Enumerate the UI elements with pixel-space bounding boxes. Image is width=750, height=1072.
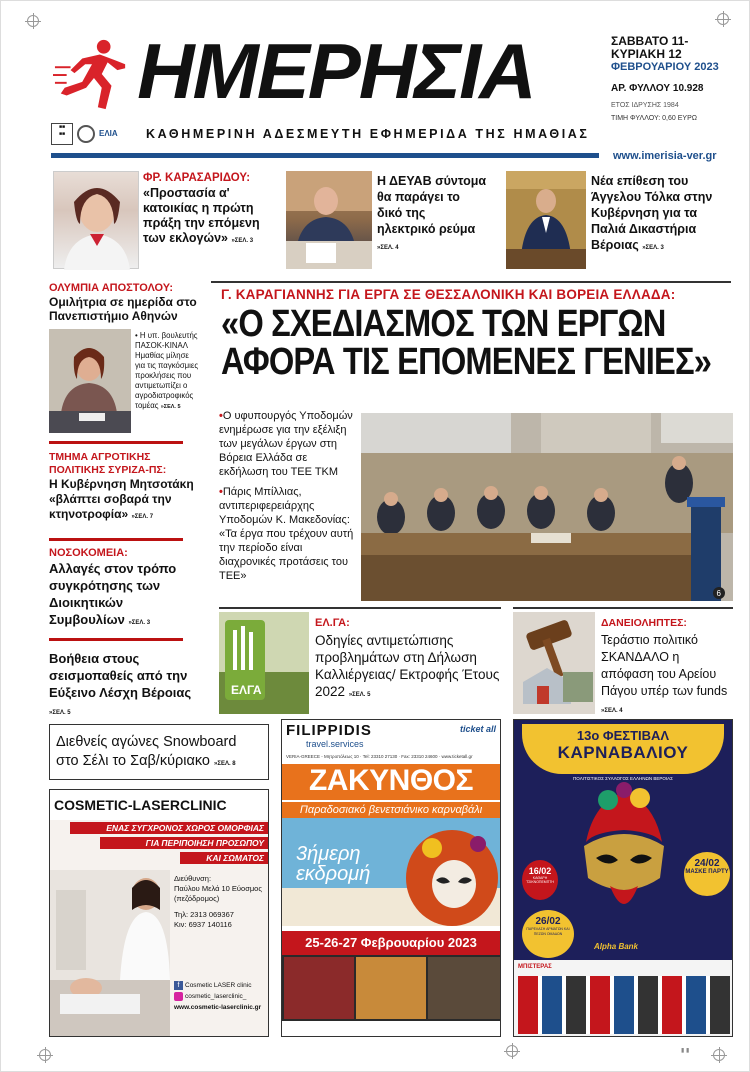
story-kicker: ΔΑΝΕΙΟΛΗΠΤΕΣ: [601,617,687,629]
mid-rule [219,607,501,609]
date-line: ΚΥΡΙΑΚΗ 12 [611,47,682,61]
ad-address: VERIA-GREECE - Μητροπόλεως 10 · Tel: 23310 27130 · Fax: 23310 24600 · www.ticketall.gr [286,754,473,759]
issue-number: ΑΡ. ΦΥΛΛΟΥ 10.928 [611,83,704,94]
ad-header [282,720,500,754]
ad-title: ΚΑΡΝΑΒΑΛΙΟΥ [557,743,689,762]
ad-subtitle: ΠΟΛΙΤΙΣΤΙΚΟΣ ΣΥΛΛΟΓΟΣ ΕΛΛΗΝΩΝ ΒΕΡΟΙΑΣ [573,776,673,781]
ticket-logo: ticket all [459,724,496,734]
page-ref: »ΣΕΛ. 8 [214,761,236,767]
left-story-1[interactable] [49,281,199,323]
ad-carnival[interactable] [513,719,733,1037]
photo-tolkas [506,171,586,269]
ad-brand: FILIPPIDIS [286,722,372,739]
tel: Τηλ: 2313 069367 [174,910,234,919]
photo-gavel [513,612,595,714]
section-divider [49,638,183,641]
page-marker: 6 [716,589,721,598]
ad-dates: 25-26-27 Φεβρουαρίου 2023 [282,931,500,955]
photo-karasaridou [53,171,139,269]
founded-year: ΕΤΟΣ ΙΔΡΥΣΗΣ 1984 [611,102,679,109]
sponsor-logos [518,976,730,1034]
mid-rule [513,607,733,609]
ig: cosmetic_laserclinic_ [185,993,247,1000]
crop-mark-icon [27,15,39,27]
story-headline: «Προστασία α' κατοικίας η πρώτη πράξη την επόμενη των εκλογών» [143,186,260,245]
top-story-1[interactable] [143,171,271,249]
addr-label: Διεύθυνση: [174,874,212,883]
page-ref: »ΣΕΛ. 5 [49,710,71,716]
ad-line: ΓΙΑ ΠΕΡΙΠΟΙΗΣΗ ΠΡΟΣΩΠΟΥ [100,837,268,849]
story-headline: Η Κυβέρνηση Μητσοτάκη «βλάπτει σοβαρά την κτηνοτροφία» [49,477,194,521]
event-bubble [522,860,558,900]
story-kicker: ΦΡ. ΚΑΡΑΣΑΡΙΔΟΥ: [143,172,251,184]
ad-destination: ΖΑΚΥΝΘΟΣ [282,764,500,800]
tagline: ΚΑΘΗΜΕΡΙΝΗ ΑΔΕΣΜΕΥΤΗ ΕΦΗΜΕΡΙΔΑ ΤΗΣ ΗΜΑΘΙΑΣ [146,127,590,141]
main-headline[interactable] [221,305,737,381]
crop-mark-icon [39,1049,51,1061]
sponsor-name: ΜΠΙΣΤΕΡΑΣ [518,964,552,970]
date-line: ΣΑΒΒΑΤΟ 11- [611,34,689,48]
section-divider [49,441,183,444]
photo-deyav [286,171,372,269]
sponsor-grid [514,960,733,1037]
fb: Cosmetic LASER clinic [185,982,252,989]
web[interactable]: www.cosmetic-laserclinic.gr [174,1004,262,1011]
crop-mark-icon [717,13,729,25]
mobile: Κιν: 6937 140116 [174,920,232,929]
mid-story-elga[interactable] [315,615,501,704]
photo-apostolou [49,329,131,433]
story-kicker: ΤΜΗΜΑ ΑΓΡΟΤΙΚΗΣ ΠΟΛΙΤΙΚΗΣ ΣΥΡΙΖΑ-ΠΣ: [49,451,167,476]
carnival-mask-icon [554,782,694,932]
left-story-3[interactable] [49,546,199,632]
bullet-text: Ο υφυπουργός Υποδομών ενημέρωσε για την εξέλιξη των μεγάλων έργων στη Βόρεια Ελλάδα σε εκδήλωση του ΤΕΕ ΤΚΜ [219,410,353,478]
story-headline: Οδηγίες αντιμετώπισης προβλημάτων στη Δήλωση Καλλιέργειας/ Εκτροφής Έτους 2022 [315,633,500,699]
sponsor-logo: Alpha Bank [594,942,639,951]
ad-title-small: 13ο ΦΕΣΤΙΒΑΛ [576,728,670,743]
ad-filippidis[interactable] [281,719,501,1037]
story-headline: Αλλαγές στον τρόπο συγκρότησης των Διοικητικών Συμβουλίων [49,561,177,627]
addr: Παύλου Μελά 10 Εύοσμος (πεζόδρομος) [174,884,262,903]
ad-contact [174,874,268,930]
headline-line: ΑΦΟΡΑ ΤΙΣ ΕΠΟΜΕΝΕΣ ΓΕΝΙΕΣ» [221,341,712,383]
main-body: •Ο υφυπουργός Υποδομών ενημέρωσε για την εξέλιξη των μεγάλων έργων στη Βόρεια Ελλάδα σε εκδήλωση του ΤΕΕ ΤΚΜ •Πάρις Μπίλλιας, αντιπεριφερειάρχης Υποδομών Κ. Μακεδονίας: «Τα έργα που τρέχουν αυτή την περίοδο είναι διαχρονικές προτάσεις του ΤΕΕ» [219,410,354,582]
page-ref: »ΣΕΛ. 3 [128,620,151,626]
top-story-2[interactable] [377,173,487,256]
ad-line: ΚΑΙ ΣΩΜΑΤΟΣ [180,852,268,864]
front-page: ΗΜΕΡΗΣΙΑ ΣΑΒΒΑΤΟ 11- ΚΥΡΙΑΚΗ 12 ΦΕΒΡΟΥΑΡΙΟΥ 2023 ΑΡ. ΦΥΛΛΟΥ 10.928 ΕΤΟΣ ΙΔΡΥΣΗΣ 1984 ΤΙΜΗ ΦΥΛΛΟΥ: 0,60 ΕΥΡΩ ■■ ■■ ΕΛΙΑ ΚΑΘΗΜΕΡΙΝΗ ΑΔΕΣΜΕΥΤΗ ΕΦΗΜΕΡΙΔΑ ΤΗΣ ΗΜΑΘΙΑΣ www.imerisia-ver.gr ΦΡ. ΚΑΡΑΣΑΡΙΔΟΥ: «Προστασία α' κατοικίας η πρώτη πράξη την επόμενη των εκλογών» »ΣΕΛ. 3 Η ΔΕΥΑΒ σύντομα θα παράγει το δικό της ηλεκτρικό ρεύμα »ΣΕΛ. 4 Νέα επίθεση του Άγγελου Τόλκα στην Κυβέρνηση για τα Παλιά Δικαστήρια Βέροιας »ΣΕΛ. 3 ΟΛΥΜΠΙΑ ΑΠΟΣΤΟΛΟΥ: Ομιλήτρια σε ημερίδα στο Πανεπιστήμιο Αθηνών • Η υπ. βουλευτής ΠΑΣΟΚ-ΚΙΝΑΛ Ημαθίας μίλησε για τις παγκόσμιες προκλήσεις που αντιμετωπίζει ο αγροδιατροφικός τομέας »ΣΕΛ. 5 ΤΜΗΜΑ ΑΓΡΟΤΙΚΗΣ ΠΟΛΙΤΙΚΗΣ ΣΥΡΙΖΑ-ΠΣ: Η Κυβέρνηση Μητσοτάκη «βλάπτει σοβαρά την κτηνοτροφία» »ΣΕΛ. 7 ΝΟΣΟΚΟΜΕΙΑ: Αλλαγές στον τρόπο συγκρότησης των Διοικητικών Συμβουλίων »ΣΕΛ. 3 Βοήθεια στους σεισμοπαθείς από την Εύξεινο Λέσχη Βέροιας »ΣΕΛ. 5 Γ. ΚΑΡΑΓΙΑΝΝΗΣ ΓΙΑ ΕΡΓΑ ΣΕ ΘΕΣΣΑΛΟΝΙΚΗ ΚΑΙ ΒΟΡΕΙΑ ΕΛΛΑΔΑ: «Ο ΣΧΕΔΙΑΣΜΟΣ ΤΩΝ ΕΡΓΩΝ ΑΦΟΡΑ ΤΙΣ ΕΠΟΜΕΝΕΣ ΓΕΝΙΕΣ» •Ο υφυπουργός Υποδομών ενημέρωσε για την εξέλιξη των μεγάλων έργων στη Βόρεια Ελλάδα σε εκδήλωση του ΤΕΕ ΤΚΜ •Πάρις Μπίλλιας, αντιπεριφερειάρχης Υποδομών Κ. Μακεδονίας: «Τα έργα που τρέχουν αυτή την περίοδο είναι διαχρονικές προτάσεις του ΤΕΕ» 6 ΕΛΓΑ ΕΛ.ΓΑ: Οδηγίες αντιμετώπισης προβλημάτων στη Δήλωση Καλλιέργειας/ Εκτροφής Έτους 2022 »ΣΕΛ. 5 ΔΑΝΕΙΟΛΗΠΤΕΣ: Τεράστιο πολιτικό ΣΚΑΝΔΑΛΟ η απόφαση του Αρείου Πάγου υπέρ των funds »ΣΕΛ. 4 Διεθνείς αγώνες Snowboard στο Σέλι το Σαβ/κύριακο »ΣΕΛ. 8 COSMETIC-LASERCLINIC ΕΝΑΣ ΣΥΓΧΡΟΝΟΣ ΧΩΡΟΣ ΟΜΟΡΦΙΑΣ ΓΙΑ ΠΕΡΙΠΟΙΗΣΗ ΠΡΟΣΩΠΟΥ ΚΑΙ ΣΩΜΑΤΟΣ Διεύθυνση: Παύλου Μελά 10 Εύοσμος (πεζόδρομος) Τηλ: 2313 069367 Κιν: 6937 140116 f Cosmetic LASER clinic cosmetic_laserclinic_ www.cosmetic-laserclinic.gr FILIPPIDIS travel.services ticket all VERIA-GREECE - Μητροπόλεως 10 · Tel: 23310 27130 · Fax: 23310 24600 · www.ticketall.gr ΖΑΚΥΝΘΟΣ Παραδοσιακό βενετσιάνικο καρναβάλι 3ήμερη εκδρομή 25-26-27 Φεβρουαρίου 2023 13ο ΦΕΣΤΙΒΑΛ ΚΑΡΝΑΒΑΛΙΟΥ ΠΟΛΙΤΙΣΤΙΚΟΣ ΣΥΛΛΟΓΟΣ ΕΛΛΗΝΩΝ ΒΕΡΟΙΑΣ 16/02 ΚΑΘΑΡΗ ΤΣΙΚΝΟΠΕΜΠΤΗ 24/02 ΜΑΣΚΕ ΠΑΡΤΥ 26/02 ΠΑΡΕΛΑΣΗ ΑΡΜΑΤΩΝ ΚΑΙ ΠΕΖΩΝ ΟΜΑΔΩΝ Alpha Bank ΜΠΙΣΤΕΡΑΣ ▮ ▮ [0,0,750,1072]
website-link[interactable]: www.imerisia-ver.gr [613,150,717,162]
ad-cosmetic-laser[interactable] [49,789,269,1037]
left-story-1-body [135,331,201,412]
left-story-4[interactable] [49,650,195,722]
section-divider [49,538,183,541]
ad-trip: 3ήμερη εκδρομή [296,843,371,885]
story-headline: Διεθνείς αγώνες Snowboard στο Σέλι το Σαβ/κύριακο [56,734,237,769]
ad-banner: Παραδοσιακό βενετσιάνικο καρναβάλι [282,802,500,818]
runner-logo-icon [53,37,131,115]
story-kicker: ΟΛΥΜΠΙΑ ΑΠΟΣΤΟΛΟΥ: [49,282,173,294]
ad-photo-treatment [50,870,170,1037]
seal-icon [77,125,95,143]
event-bubble [684,852,730,896]
page-ref: »ΣΕΛ. 5 [348,692,371,698]
top-story-3[interactable] [591,173,731,256]
ad-sub: travel.services [306,739,364,749]
page-ref: »ΣΕΛ. 4 [601,708,623,714]
event-date: 16/02 [528,866,552,876]
story-headline: Βοήθεια στους σεισμοπαθείς από την Εύξεινο Λέσχη Βέροιας [49,651,192,700]
masthead-title: ΗΜΕΡΗΣΙΑ [137,27,535,115]
story-kicker: ΕΛ.ΓΑ: [315,617,350,629]
ad-carnival-banner [522,724,724,774]
date-box [611,35,741,125]
ad-brand: COSMETIC-LASERCLINIC [50,790,268,820]
facebook-icon: f [174,981,183,990]
story-body: • Η υπ. βουλευτής ΠΑΣΟΚ-ΚΙΝΑΛ Ημαθίας μίλησε για τις παγκόσμιες προκλήσεις που αντιμετωπίζει ο αγροδιατροφικός τομέας [135,331,199,410]
crop-mark-icon [506,1045,518,1057]
price: ΤΙΜΗ ΦΥΛΛΟΥ: 0,60 ΕΥΡΩ [611,115,697,122]
story-headline: Τεράστιο πολιτικό ΣΚΑΝΔΑΛΟ η απόφαση του Αρείου Πάγου υπέρ των funds [601,633,728,698]
elia-logo: ΕΛΙΑ [99,129,118,138]
headline-line: «Ο ΣΧΕΔΙΑΣΜΟΣ ΤΩΝ ΕΡΓΩΝ [221,303,666,345]
page-ref: »ΣΕΛ. 5 [160,404,181,410]
bullet-text: Πάρις Μπίλλιας, αντιπεριφερειάρχης Υποδομών Κ. Μακεδονίας: «Τα έργα που τρέχουν αυτή την περίοδο είναι διαχρονικές προτάσεις του ΤΕΕ» [219,486,354,582]
header-rule [51,153,599,158]
ad-photo-strip [282,955,501,1021]
badge-icon: ■■ ■■ [51,123,73,145]
instagram-icon [174,992,183,1001]
page-ref: »ΣΕΛ. 7 [131,514,154,520]
story-headline: Η ΔΕΥΑΒ σύντομα θα παράγει το δικό της ηλεκτρικό ρεύμα [377,174,487,236]
page-ref: »ΣΕΛ. 4 [377,245,399,251]
page-ref: »ΣΕΛ. 3 [642,245,664,251]
crop-mark-icon [713,1049,725,1061]
snowboard-box[interactable] [49,724,269,780]
page-ref: »ΣΕΛ. 3 [231,238,254,244]
left-story-2[interactable] [49,451,205,525]
story-headline: Ομιλήτρια σε ημερίδα στο Πανεπιστήμιο Αθηνών [49,295,197,323]
event-date: 26/02 [535,916,561,927]
main-rule [211,281,731,283]
ad-line: ΕΝΑΣ ΣΥΓΧΡΟΝΟΣ ΧΩΡΟΣ ΟΜΟΡΦΙΑΣ [70,822,268,834]
event-bubble [522,910,574,958]
event-date: 24/02 [694,858,720,869]
mid-story-daneiolhptes[interactable] [601,615,733,720]
ad-social [174,980,269,1013]
story-headline: Νέα επίθεση του Άγγελου Τόλκα στην Κυβέρνηση για τα Παλιά Δικαστήρια Βέροιας [591,174,713,252]
elga-logo: ΕΛΓΑ [231,683,262,697]
event-name: ΚΑΘΑΡΗ ΤΣΙΚΝΟΠΕΜΠΤΗ [526,876,554,884]
date-line: ΦΕΒΡΟΥΑΡΙΟΥ 2023 [611,61,719,73]
photo-conference [361,413,733,601]
event-name: ΜΑΣΚΕ ΠΑΡΤΥ [685,869,729,875]
main-kicker: Γ. ΚΑΡΑΓΙΑΝΝΗΣ ΓΙΑ ΕΡΓΑ ΣΕ ΘΕΣΣΑΛΟΝΙΚΗ ΚΑΙ ΒΟΡΕΙΑ ΕΛΛΑΔΑ: [221,287,676,302]
story-kicker: ΝΟΣΟΚΟΜΕΙΑ: [49,547,128,559]
photo-elga [219,612,309,714]
event-name: ΠΑΡΕΛΑΣΗ ΑΡΜΑΤΩΝ ΚΑΙ ΠΕΖΩΝ ΟΜΑΔΩΝ [526,927,570,936]
